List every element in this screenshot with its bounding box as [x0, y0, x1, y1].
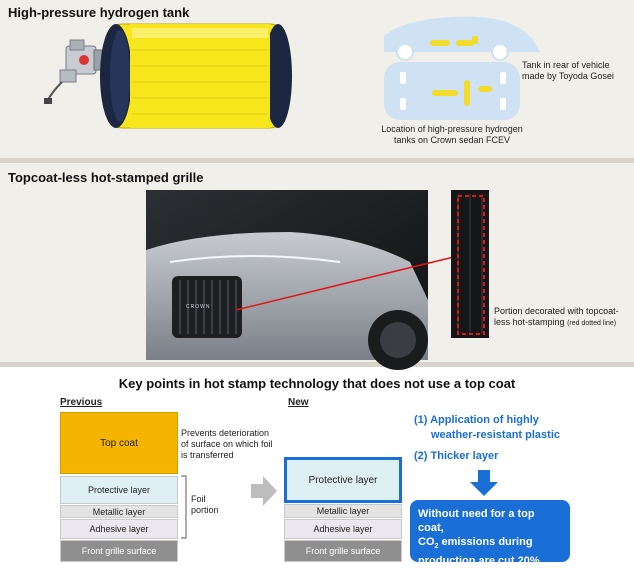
new-adhesive-layer: Adhesive layer — [284, 519, 402, 539]
point2: (2) Thicker layer — [414, 450, 499, 462]
point1-line1: (1) Application of highly — [414, 414, 539, 426]
topcoat-note: Prevents deterioration of surface on which foil is transferred — [181, 428, 273, 460]
result-line1: Without need for a top coat, — [418, 508, 535, 534]
new-label: New — [288, 397, 309, 408]
new-grille-surface: Front grille surface — [284, 540, 402, 562]
grille-badge: CROWN — [186, 304, 211, 310]
previous-protective-layer: Protective layer — [60, 476, 178, 504]
previous-metallic-layer: Metallic layer — [60, 505, 178, 518]
result-line2: $CO_2$ emissions during — [418, 536, 533, 551]
result-box — [410, 500, 570, 568]
previous-grille-surface: Front grille surface — [60, 540, 178, 562]
new-metallic-layer: Metallic layer — [284, 504, 402, 518]
previous-label: Previous — [60, 397, 103, 408]
point1-line2: weather-resistant plastic — [431, 429, 560, 441]
previous-topcoat-layer: Top coat — [60, 412, 178, 474]
section3-title: Key points in hot stamp technology that does not use a top coat — [118, 376, 516, 391]
tank-rear-label: Tank in rear of vehicle made by Toyoda Gosei — [522, 60, 614, 81]
result-line3: production are cut 20% — [418, 555, 540, 568]
section2-title: Topcoat-less hot-stamped grille — [8, 170, 204, 185]
location-caption: Location of high-pressure hydrogen tanks on Crown sedan FCEV — [381, 124, 523, 145]
portion-caption: Portion decorated with topcoat-less hot-stamping (red dotted line) — [494, 306, 619, 327]
new-protective-layer: Protective layer — [284, 457, 402, 503]
section1-title: High-pressure hydrogen tank — [8, 5, 190, 20]
foil-portion-label: Foil portion — [191, 494, 219, 515]
previous-adhesive-layer: Adhesive layer — [60, 519, 178, 539]
